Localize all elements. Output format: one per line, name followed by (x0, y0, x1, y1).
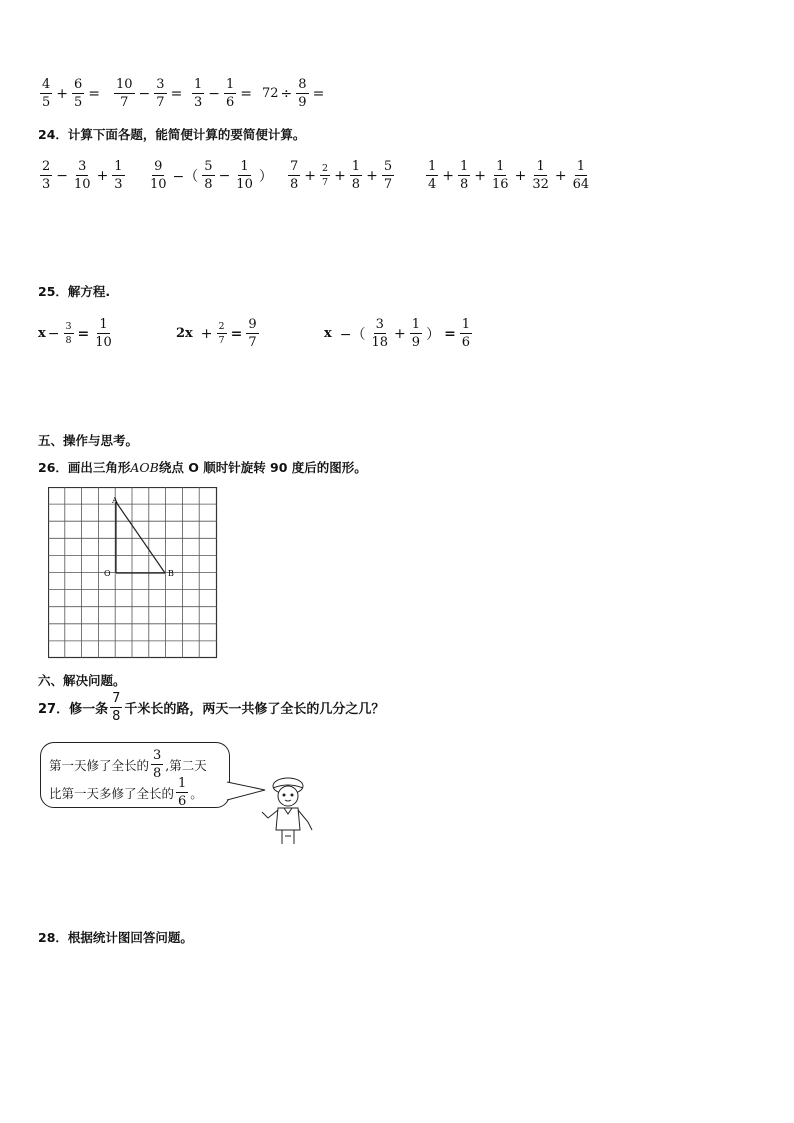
fraction: $\frac{6}{5}$ (74, 77, 83, 110)
expr-row-0-b: $\frac{10}{7}$ − $\frac{3}{7}$ = (116, 77, 183, 110)
segment-ab (116, 502, 165, 573)
bubble-line-2: 比第一天多修了全长的 $\frac{1}{6}$ 。 (49, 776, 203, 809)
q25-equation-1: x − $\frac{3}{8}$ = $\frac{1}{10}$ (38, 317, 112, 350)
question-24-title: 24．计算下面各题，能简便计算的要简便计算。 (38, 127, 306, 142)
speech-bubble (40, 742, 230, 808)
section-6-title: 六、解决问题。 (38, 673, 126, 688)
question-25-title: 25．解方程. (38, 284, 111, 299)
q24-expr-1: $\frac{2}{3}$ − $\frac{3}{10}$ + $\frac{1}{3}$ (42, 159, 123, 192)
q24-expr-2: $\frac{9}{10}$ −（ $\frac{5}{8}$ − $\frac{1}{10}$ ） (150, 159, 273, 192)
fraction: $\frac{4}{5}$ (42, 77, 51, 110)
q25-equation-2: 2x + $\frac{2}{7}$ = $\frac{9}{7}$ (176, 317, 257, 350)
expr-row-0-d: 72 ÷ $\frac{8}{9}$ = (262, 77, 325, 110)
q24-expr-4: $\frac{1}{4}$ + $\frac{1}{8}$ + $\frac{1}{16}$ + $\frac{1}{32}$ + $\frac{1}{64}$ (428, 159, 590, 192)
section-5-title: 五、操作与思考。 (38, 433, 139, 448)
rotation-grid (48, 487, 218, 659)
point-label-b: B (168, 569, 174, 578)
point-label-a: A (112, 496, 118, 505)
question-27-title: 27．修一条 $\frac{7}{8}$ 千米长的路，两天一共修了全长的几分之几？ (38, 691, 385, 724)
question-26-title: 26．画出三角形AOB绕点 O 顺时针旋转 90 度后的图形。 (38, 460, 367, 475)
q24-expr-3: $\frac{7}{8}$ + $\frac{2}{7}$ + $\frac{1}{8}$ + $\frac{5}{7}$ (290, 159, 393, 192)
bubble-line-1: 第一天修了全长的 $\frac{3}{8}$ ,第二天 (49, 748, 207, 781)
expr-row-0-c: $\frac{1}{3}$ − $\frac{1}{6}$ = (194, 77, 253, 110)
question-28-title: 28．根据统计图回答问题。 (38, 930, 193, 945)
equals: = (88, 85, 101, 102)
expr-row-0 (38, 78, 102, 109)
q25-equation-3: x −（ $\frac{3}{18}$ + $\frac{1}{9}$ ） = $\frac{1}{6}$ (324, 317, 471, 350)
child-illustration (254, 772, 324, 850)
operator: + (56, 85, 69, 102)
point-label-o: O (104, 569, 111, 578)
